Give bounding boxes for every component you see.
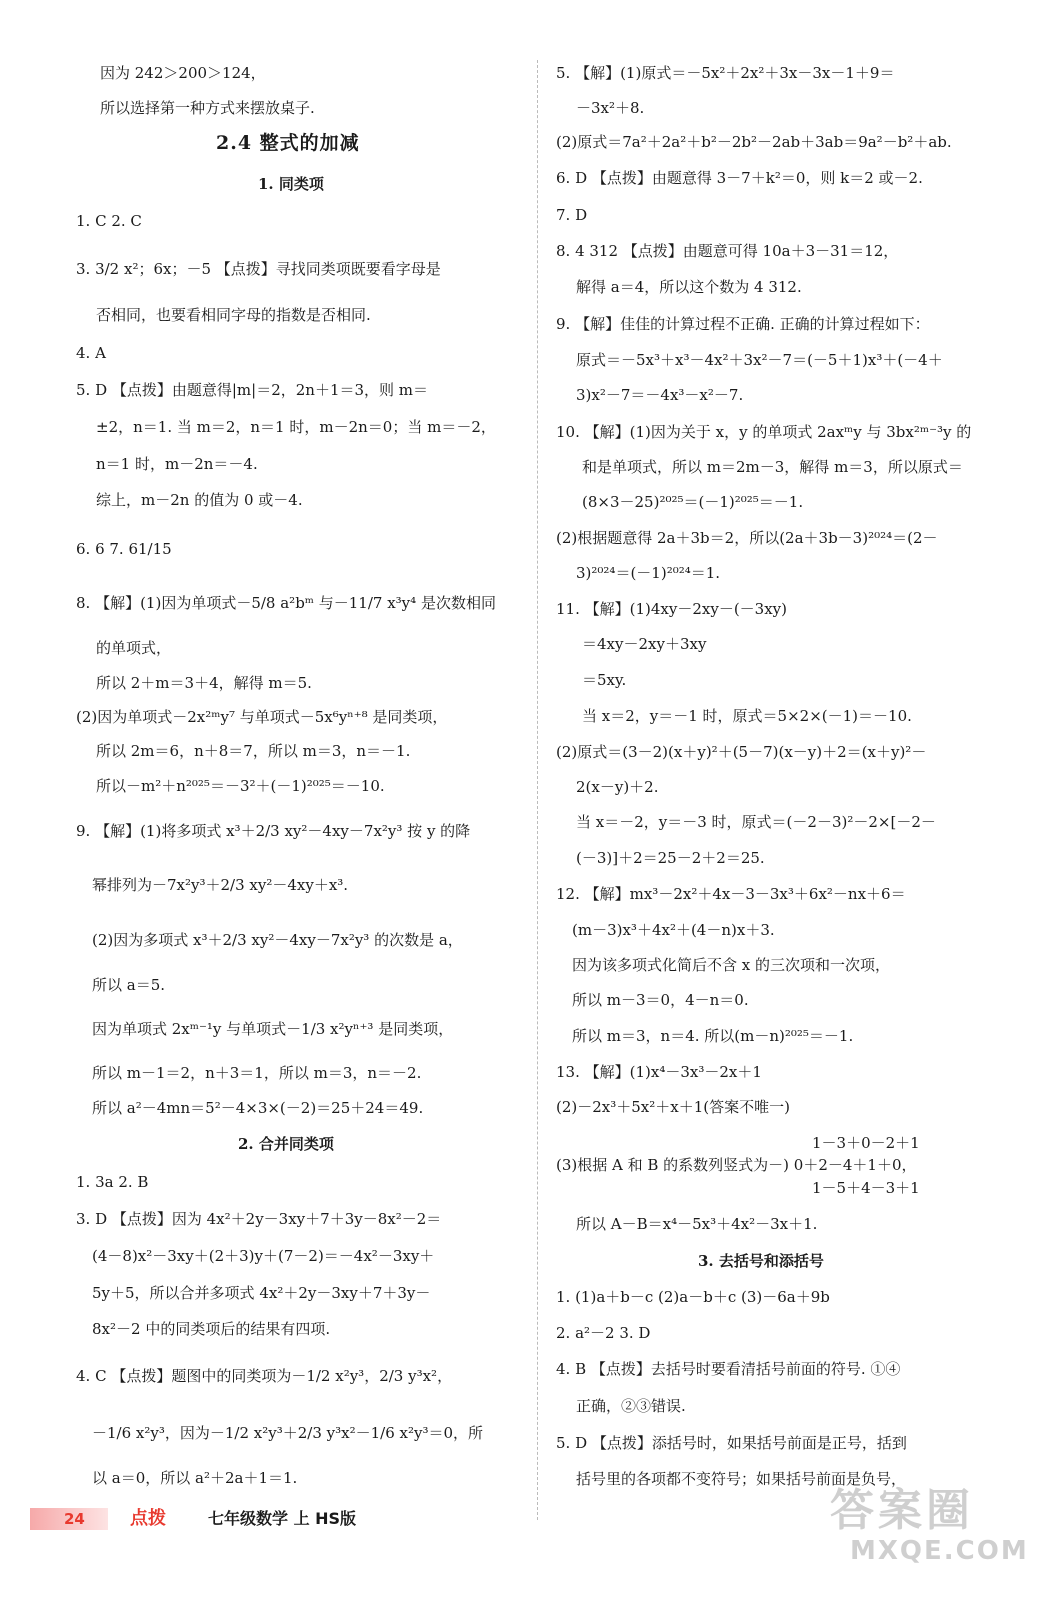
- left-line: 所以 m－1＝2，n＋3＝1，所以 m＝3，n＝－2.: [92, 1064, 422, 1082]
- right-line: (2)根据题意得 2a＋3b＝2，所以(2a＋3b－3)²⁰²⁴＝(2－: [556, 529, 938, 547]
- right-line: 11. 【解】(1)4xy－2xy－(－3xy): [556, 600, 788, 618]
- left-line: 否相同，也要看相同字母的指数是否相同.: [96, 306, 371, 324]
- left-line: －1/6 x²y³，因为－1/2 x²y³＋2/3 y³x²－1/6 x²y³＝0，所: [92, 1424, 484, 1442]
- right-line: 5. D 【点拨】添括号时，如果括号前面是正号，括到: [556, 1434, 907, 1452]
- left-line: (2)因为单项式－2x²ᵐy⁷ 与单项式－5x⁶yⁿ⁺⁸ 是同类项，: [76, 708, 448, 726]
- watermark-top: 答案圈: [830, 1485, 974, 1536]
- left-line: 5y＋5，所以合并多项式 4x²＋2y－3xy＋7＋3y－: [92, 1284, 431, 1302]
- right-line: 13. 【解】(1)x⁴－3x³－2x＋1: [556, 1063, 762, 1081]
- right-line: 和是单项式，所以 m＝2m－3，解得 m＝3，所以原式＝: [582, 458, 963, 476]
- left-line: 1. 同类项: [258, 175, 324, 193]
- right-line: 原式＝－5x³＋x³－4x²＋3x²－7＝(－5＋1)x³＋(－4＋: [576, 351, 943, 369]
- right-line: 1. (1)a＋b－c (2)a－b＋c (3)－6a＋9b: [556, 1288, 830, 1306]
- right-line: (2)原式＝7a²＋2a²＋b²－2b²－2ab＋3ab＝9a²－b²＋ab.: [556, 133, 952, 151]
- right-line: －3x²＋8.: [576, 99, 645, 117]
- right-line: 8. 4 312 【点拨】由题意可得 10a＋3－31＝12，: [556, 242, 899, 260]
- right-line: 当 x＝2，y＝－1 时，原式＝5×2×(－1)＝－10.: [582, 707, 912, 725]
- left-line: 所以 a＝5.: [92, 976, 166, 994]
- left-line: 所以 2＋m＝3＋4，解得 m＝5.: [96, 674, 312, 692]
- left-line: 的单项式，: [96, 639, 172, 657]
- left-line: (4－8)x²－3xy＋(2＋3)y＋(7－2)＝－4x²－3xy＋: [92, 1247, 435, 1265]
- left-line: 所以 a²－4mn＝5²－4×3×(－2)＝25＋24＝49.: [92, 1099, 424, 1117]
- left-line: 6. 6 7. 61/15: [76, 540, 172, 558]
- left-line: 8. 【解】(1)因为单项式－5/8 a²bᵐ 与－11/7 x³y⁴ 是次数相同: [76, 594, 496, 612]
- right-line: 12. 【解】mx³－2x²＋4x－3－3x³＋6x²－nx＋6＝: [556, 885, 906, 903]
- right-line: 当 x＝－2，y＝－3 时，原式＝(－2－3)²－2×[－2－: [576, 813, 936, 831]
- right-line: 2. a²－2 3. D: [556, 1324, 651, 1342]
- right-line: (3)根据 A 和 B 的系数列竖式为－) 0＋2－4＋1＋0，: [556, 1156, 917, 1174]
- right-line: (－3)]＋2＝25－2＋2＝25.: [576, 849, 765, 867]
- right-line: ＝4xy－2xy＋3xy: [582, 635, 707, 653]
- right-line: 1－3＋0－2＋1: [812, 1134, 920, 1152]
- right-line: 9. 【解】佳佳的计算过程不正确. 正确的计算过程如下：: [556, 315, 930, 333]
- left-line: 9. 【解】(1)将多项式 x³＋2/3 xy²－4xy－7x²y³ 按 y 的降: [76, 822, 471, 840]
- right-line: 3)²⁰²⁴＝(－1)²⁰²⁴＝1.: [576, 564, 721, 582]
- left-line: 1. 3a 2. B: [76, 1173, 149, 1191]
- right-line: 所以 A－B＝x⁴－5x³＋4x²－3x＋1.: [576, 1215, 818, 1233]
- right-line: 5. 【解】(1)原式＝－5x²＋2x²＋3x－3x－1＋9＝: [556, 64, 895, 82]
- right-line: 3. 去括号和添括号: [698, 1252, 824, 1270]
- left-line: 3. D 【点拨】因为 4x²＋2y－3xy＋7＋3y－8x²－2＝: [76, 1210, 442, 1228]
- left-line: 5. D 【点拨】由题意得|m|＝2，2n＋1＝3，则 m＝: [76, 381, 429, 399]
- right-line: (m－3)x³＋4x²＋(4－n)x＋3.: [572, 921, 775, 939]
- right-line: (2)原式＝(3－2)(x＋y)²＋(5－7)(x－y)＋2＝(x＋y)²－: [556, 743, 927, 761]
- left-line: 4. A: [76, 344, 106, 362]
- right-line: 3)x²－7＝－4x³－x²－7.: [576, 386, 744, 404]
- left-line: 因为 242＞200＞124，: [100, 64, 266, 82]
- left-line: 8x²－2 中的同类项后的结果有四项.: [92, 1320, 331, 1338]
- page-number: 24: [30, 1508, 108, 1530]
- right-line: (2)－2x³＋5x²＋x＋1(答案不唯一): [556, 1098, 790, 1116]
- right-line: 解得 a＝4，所以这个数为 4 312.: [576, 278, 802, 296]
- left-line: ±2，n＝1. 当 m＝2，n＝1 时，m－2n＝0；当 m＝－2，: [96, 418, 496, 436]
- brand-logo: 点拨: [130, 1508, 166, 1529]
- watermark-bottom: MXQE.COM: [850, 1536, 1029, 1566]
- right-line: 括号里的各项都不变符号；如果括号前面是负号，: [576, 1470, 907, 1488]
- right-line: 所以 m＝3，n＝4. 所以(m－n)²⁰²⁵＝－1.: [572, 1027, 854, 1045]
- left-line: (2)因为多项式 x³＋2/3 xy²－4xy－7x²y³ 的次数是 a，: [92, 931, 463, 949]
- right-line: 7. D: [556, 206, 588, 224]
- right-line: 正确，②③错误.: [576, 1397, 686, 1415]
- watermark: [830, 1486, 1030, 1576]
- right-line: ＝5xy.: [582, 671, 627, 689]
- right-line: 2(x－y)＋2.: [576, 778, 659, 796]
- left-line: 以 a＝0，所以 a²＋2a＋1＝1.: [92, 1469, 298, 1487]
- left-line: 所以 2m＝6，n＋8＝7，所以 m＝3，n＝－1.: [96, 742, 411, 760]
- left-line: n＝1 时，m－2n＝－4.: [96, 455, 258, 473]
- right-line: 4. B 【点拨】去括号时要看清括号前面的符号. ①④: [556, 1360, 901, 1378]
- left-line: 所以－m²＋n²⁰²⁵＝－3²＋(－1)²⁰²⁵＝－10.: [96, 777, 385, 795]
- right-line: (8×3－25)²⁰²⁵＝(－1)²⁰²⁵＝－1.: [582, 493, 804, 511]
- left-line: 因为单项式 2xᵐ⁻¹y 与单项式－1/3 x²yⁿ⁺³ 是同类项，: [92, 1020, 454, 1038]
- right-line: 所以 m－3＝0，4－n＝0.: [572, 991, 749, 1009]
- right-line: 6. D 【点拨】由题意得 3－7＋k²＝0，则 k＝2 或－2.: [556, 169, 923, 187]
- right-line: 10. 【解】(1)因为关于 x，y 的单项式 2axᵐy 与 3bx²ᵐ⁻³y 的: [556, 423, 972, 441]
- right-line: 1－5＋4－3＋1: [812, 1179, 920, 1197]
- right-line: 因为该多项式化简后不含 x 的三次项和一次项，: [572, 956, 890, 974]
- left-line: 2. 合并同类项: [238, 1135, 334, 1153]
- left-line: 所以选择第一种方式来摆放桌子.: [100, 99, 315, 117]
- left-line: 综上，m－2n 的值为 0 或－4.: [96, 491, 303, 509]
- page-footer: [30, 1508, 530, 1536]
- left-line: 幂排列为－7x²y³＋2/3 xy²－4xy＋x³.: [92, 876, 349, 894]
- left-line: 2.4 整式的加减: [216, 132, 360, 154]
- left-line: 1. C 2. C: [76, 212, 142, 230]
- book-title: 七年级数学 上 HS版: [208, 1509, 357, 1528]
- column-divider: [537, 60, 538, 1520]
- left-line: 4. C 【点拨】题图中的同类项为－1/2 x²y³，2/3 y³x²，: [76, 1367, 453, 1385]
- left-line: 3. 3/2 x²；6x；－5 【点拨】寻找同类项既要看字母是: [76, 260, 441, 278]
